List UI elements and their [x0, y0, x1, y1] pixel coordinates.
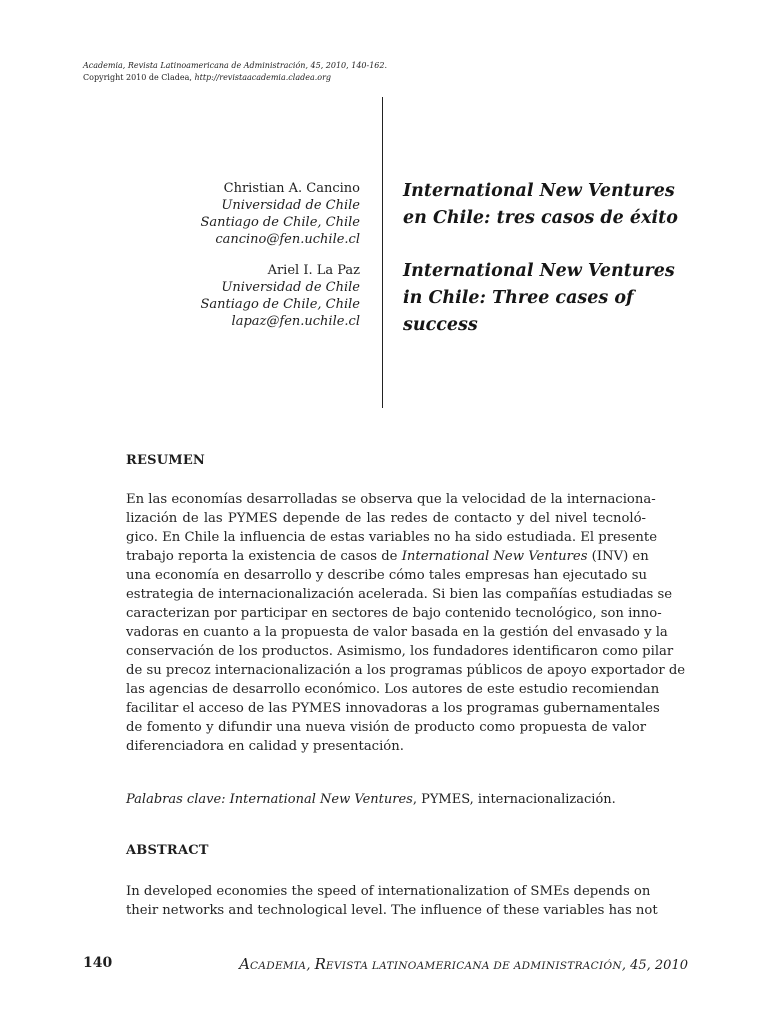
- author-email[interactable]: cancino@fen.uchile.cl: [215, 232, 360, 247]
- article-titles: [403, 178, 703, 365]
- abstract-heading: ABSTRACT: [126, 843, 209, 858]
- copyright-text: Copyright 2010 de Cladea,: [83, 73, 195, 82]
- paragraph-line: vadoras en cuanto a la propuesta de valor basada en la gestión del envasado y la: [126, 625, 668, 640]
- paragraph-line: de su precoz internacionalización a los programas públicos de apoyo exportador de: [126, 663, 686, 678]
- title-english: [403, 258, 703, 339]
- journal-name-part: CADEMIA: [250, 960, 307, 972]
- paragraph-line: In developed economies the speed of internationalization of SMEs depends on: [126, 884, 651, 899]
- keywords-label: Palabras clave:: [126, 792, 230, 807]
- journal-initial: R: [314, 955, 326, 973]
- citation-line: Academia, Revista Latinoamericana de Administración, 45, 2010, 140-162.: [83, 61, 388, 70]
- paragraph-line: facilitar el acceso de las PYMES innovadoras a los programas gubernamentales: [126, 701, 660, 716]
- keywords-line: [126, 790, 616, 809]
- paragraph-line: caracterizan por participar en sectores de bajo contenido tecnológico, son inno-: [126, 606, 662, 621]
- author-name: Christian A. Cancino: [223, 181, 360, 196]
- keywords-rest: , PYMES, internacionalización.: [412, 792, 616, 807]
- author-location: Santiago de Chile, Chile: [200, 297, 360, 312]
- paragraph-line: lización de las PYMES depende de las redes de contacto y del nivel tecnoló-: [126, 511, 646, 526]
- title-line: success: [403, 315, 478, 335]
- paragraph-line: gico. En Chile la influencia de estas variables no ha sido estudiada. El presente: [126, 530, 658, 545]
- abstract-paragraph: [126, 882, 658, 920]
- journal-separator: ,: [306, 958, 315, 973]
- title-line: in Chile: Three cases of: [403, 288, 634, 308]
- author-entry: [150, 262, 360, 330]
- author-name: Ariel I. La Paz: [267, 263, 360, 278]
- paragraph-text: (INV) en: [587, 549, 649, 564]
- paragraph-line: [126, 547, 649, 566]
- author-affiliation: Universidad de Chile: [221, 280, 360, 295]
- paragraph-line: las agencias de desarrollo económico. Los autores de este estudio recomiendan: [126, 682, 660, 697]
- author-entry: [150, 180, 360, 248]
- author-location: Santiago de Chile, Chile: [200, 215, 360, 230]
- copyright-line: [83, 72, 387, 84]
- page-number: 140: [83, 955, 113, 971]
- running-footer: [239, 955, 688, 973]
- paragraph-text: trabajo reporta la existencia de casos de: [126, 549, 402, 564]
- title-line: International New Ventures: [403, 181, 675, 201]
- vertical-divider: [382, 97, 383, 408]
- resumen-paragraph: [126, 490, 686, 756]
- title-line: International New Ventures: [403, 261, 675, 281]
- authors-block: [150, 180, 360, 344]
- journal-url-link[interactable]: http://revistaacademia.cladea.org: [194, 73, 332, 82]
- paragraph-line: En las economías desarrolladas se observa que la velocidad de la internaciona-: [126, 492, 656, 507]
- author-email[interactable]: lapaz@fen.uchile.cl: [231, 314, 360, 329]
- journal-initial: A: [239, 955, 251, 973]
- paragraph-line: estrategia de internacionalización acelerada. Si bien las compañías estudiadas se: [126, 587, 673, 602]
- title-spanish: [403, 178, 703, 232]
- paragraph-line: de fomento y difundir una nueva visión de producto como propuesta de valor: [126, 720, 646, 735]
- citation-header: [83, 60, 387, 84]
- resumen-heading: RESUMEN: [126, 453, 206, 468]
- keyword-inv: International New Ventures: [229, 792, 413, 807]
- paragraph-line: conservación de los productos. Asimismo, los fundadores identificaron como pilar: [126, 644, 674, 659]
- paragraph-line: diferenciadora en calidad y presentación.: [126, 739, 404, 754]
- paragraph-line: una economía en desarrollo y describe cómo tales empresas han ejecutado su: [126, 568, 648, 583]
- journal-issue: , 45, 2010: [621, 958, 688, 973]
- inv-term: International New Ventures: [401, 549, 588, 564]
- paragraph-line: their networks and technological level. The influence of these variables has not: [126, 903, 658, 918]
- author-affiliation: Universidad de Chile: [221, 198, 360, 213]
- title-line: en Chile: tres casos de éxito: [403, 208, 678, 228]
- journal-name-part: EVISTA LATINOAMERICANA DE ADMINISTRACIÓN: [325, 960, 622, 972]
